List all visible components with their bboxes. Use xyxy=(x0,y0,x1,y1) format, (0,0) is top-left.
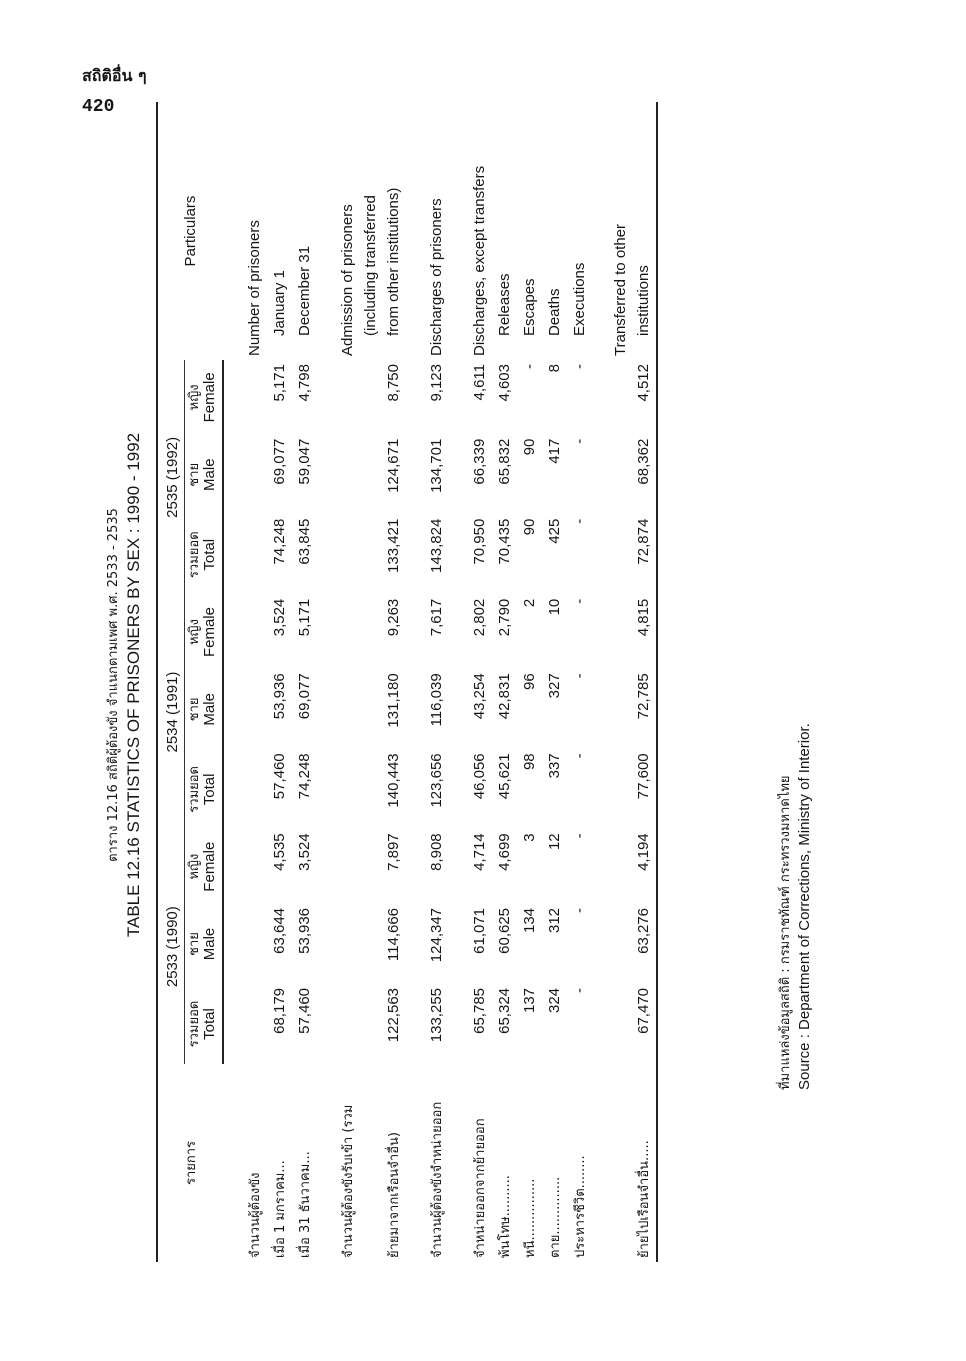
source-english: Source : Department of Corrections, Ministry of Interior. xyxy=(795,723,813,1090)
table-cell: 67,470 xyxy=(631,984,657,1064)
female-label-english: Female xyxy=(201,372,219,423)
row-label-thai xyxy=(360,1064,381,1262)
table-row xyxy=(467,102,492,1262)
table-cell: 327 xyxy=(545,673,563,699)
table-cell: 131,180 xyxy=(384,673,402,728)
table-cell: - xyxy=(570,753,588,759)
female-label-thai: หญิง xyxy=(187,853,202,880)
table-cell: 77,600 xyxy=(631,749,657,829)
table-cell: 425 xyxy=(545,518,563,544)
table-row xyxy=(542,102,567,1262)
table-cell: 53,936 xyxy=(295,907,313,954)
total-label-english: Total xyxy=(201,1008,219,1040)
row-spacer xyxy=(592,102,610,1262)
total-column-header xyxy=(185,749,223,829)
table-cell: 4,603 xyxy=(495,364,513,402)
table-cell xyxy=(335,360,360,435)
row-label-thai: พ้นโทษ.......... xyxy=(497,1175,513,1258)
table-cell: 417 xyxy=(545,438,563,464)
table-cell: 3 xyxy=(520,833,538,842)
table-cell xyxy=(610,595,631,670)
table-cell: 59,047 xyxy=(295,438,313,485)
table-row xyxy=(292,102,317,1262)
table-cell: - xyxy=(570,598,588,604)
table-cell xyxy=(360,435,381,515)
row-label-thai: จำนวนผู้ต้องขัง xyxy=(247,1172,263,1258)
table-cell: 116,039 xyxy=(427,673,445,727)
table-cell: 8,750 xyxy=(384,364,402,402)
table-cell: 69,077 xyxy=(295,673,313,720)
total-column-header xyxy=(185,984,223,1064)
year-header-1990: 2533 (1990) xyxy=(157,829,185,1064)
table-cell xyxy=(335,984,360,1064)
table-cell: 5,171 xyxy=(295,598,313,637)
row-label-english: institutions xyxy=(631,102,657,360)
table-cell: 69,077 xyxy=(270,438,288,485)
table-cell xyxy=(360,595,381,670)
female-label-thai: หญิง xyxy=(187,619,202,646)
rotated-table-sheet xyxy=(84,80,884,1290)
row-label-english: January 1 xyxy=(270,270,288,336)
table-cell: - xyxy=(570,364,588,369)
table-cell: 70,435 xyxy=(495,518,513,565)
table-cell: - xyxy=(570,518,588,524)
table-cell xyxy=(360,360,381,435)
table-cell xyxy=(242,984,267,1064)
table-cell: 61,071 xyxy=(470,907,488,954)
female-label-english: Female xyxy=(201,607,219,658)
male-label-english: Male xyxy=(201,927,219,961)
row-label-english: Discharges of prisoners xyxy=(427,198,445,356)
table-cell: 8,908 xyxy=(427,833,445,871)
row-label-english: Releases xyxy=(495,273,513,336)
table-cell: 74,248 xyxy=(295,753,313,800)
table-cell xyxy=(335,595,360,670)
table-cell: 65,832 xyxy=(495,438,513,485)
table-cell: 57,460 xyxy=(270,753,288,800)
table-cell xyxy=(335,749,360,829)
table-cell: 2,790 xyxy=(495,598,513,637)
male-column-header xyxy=(185,669,223,749)
table-cell: 4,611 xyxy=(470,364,488,401)
table-cell: 60,625 xyxy=(495,907,513,954)
table-cell: - xyxy=(570,907,588,913)
table-cell xyxy=(610,669,631,749)
table-row xyxy=(381,102,406,1262)
table-cell: 4,714 xyxy=(470,833,488,871)
table-title-thai: ตาราง 12.16 สถิติผู้ต้องขัง จำแนกตามเพศ พ.ศ. 2533 - 2535 xyxy=(106,508,121,862)
row-label-thai: จำหน่ายออกจากย้ายออก xyxy=(472,1118,488,1258)
table-cell xyxy=(242,515,267,595)
row-label-thai: ย้ายมาจากเรือนจำอื่น) xyxy=(386,1132,402,1258)
table-row xyxy=(335,102,360,1262)
row-label-english: Number of prisoners xyxy=(245,220,263,356)
table-cell: 337 xyxy=(545,753,563,779)
table-cell: 124,671 xyxy=(384,438,402,493)
table-cell xyxy=(335,904,360,984)
table-cell: 122,563 xyxy=(384,987,402,1043)
row-label-english: Transferred to other xyxy=(611,223,629,356)
row-spacer xyxy=(449,102,467,1262)
row-label-thai: ย้ายไปเรือนจำอื่น..... xyxy=(631,1064,657,1262)
table-cell: 4,815 xyxy=(631,595,657,670)
source-thai: ที่มาแหล่งข้อมูลสถิติ : กรมราชทัณฑ์ กระทรวงมหาดไทย xyxy=(778,775,793,1090)
row-label-thai: ตาย.............. xyxy=(547,1176,563,1258)
table-cell: 66,339 xyxy=(470,438,488,485)
row-label-english: from other institutions) xyxy=(384,187,402,336)
source-note xyxy=(778,723,814,1090)
table-cell: 134,701 xyxy=(427,438,445,493)
table-cell: 70,950 xyxy=(470,518,488,565)
male-label-english: Male xyxy=(201,693,219,726)
female-column-header xyxy=(185,595,223,670)
table-cell: 8 xyxy=(545,364,563,373)
row-label-thai: จำนวนผู้ต้องขังจำหน่ายออก xyxy=(429,1101,445,1258)
table-cell: 65,785 xyxy=(470,987,488,1034)
table-row xyxy=(242,102,267,1262)
table-row xyxy=(631,102,657,1262)
table-cell: 68,179 xyxy=(270,987,288,1034)
table-cell: 7,617 xyxy=(427,598,445,637)
female-column-header xyxy=(185,360,223,435)
table-cell: 68,362 xyxy=(631,435,657,515)
total-label-thai: รวมยอด xyxy=(187,1000,202,1048)
table-cell xyxy=(610,435,631,515)
table-cell: 143,824 xyxy=(427,518,445,573)
table-cell: - xyxy=(570,833,588,839)
row-label-thai xyxy=(610,1064,631,1262)
table-cell xyxy=(610,984,631,1064)
particulars-column-header: Particulars xyxy=(157,102,223,360)
table-row xyxy=(424,102,449,1262)
table-cell: 2 xyxy=(520,598,538,608)
table-cell: 42,831 xyxy=(495,673,513,720)
table-cell: 12 xyxy=(545,833,563,851)
table-cell: 90 xyxy=(520,518,538,536)
table-cell: 123,656 xyxy=(427,753,445,808)
table-cell xyxy=(335,669,360,749)
row-label-english: Executions xyxy=(570,262,588,336)
year-header-1992: 2535 (1992) xyxy=(157,360,185,595)
table-cell xyxy=(610,515,631,595)
table-cell: - xyxy=(570,673,588,679)
table-cell: 4,194 xyxy=(631,829,657,904)
row-spacer xyxy=(317,102,335,1262)
page-number: 420 xyxy=(82,97,115,117)
table-cell xyxy=(242,829,267,904)
year-header-1991: 2534 (1991) xyxy=(157,595,185,830)
row-label-english: Discharges, except transfers xyxy=(470,165,488,356)
table-cell: 3,524 xyxy=(295,833,313,871)
female-label-english: Female xyxy=(201,841,219,892)
table-cell: 72,874 xyxy=(631,515,657,595)
item-column-header: รายการ xyxy=(157,1064,223,1262)
table-cell xyxy=(360,904,381,984)
table-cell: 57,460 xyxy=(295,987,313,1034)
total-label-thai: รวมยอด xyxy=(187,766,202,813)
table-cell xyxy=(335,829,360,904)
table-cell xyxy=(242,595,267,670)
row-label-thai: จำนวนผู้ต้องขังรับเข้า (รวม xyxy=(340,1104,356,1258)
table-cell: 137 xyxy=(520,987,538,1014)
row-label-english: Escapes xyxy=(520,278,538,336)
row-spacer xyxy=(223,102,242,1262)
row-label-english: Admission of prisoners xyxy=(338,204,356,356)
table-cell xyxy=(242,360,267,435)
table-cell xyxy=(610,904,631,984)
table-row xyxy=(360,102,381,1262)
table-cell xyxy=(360,669,381,749)
table-row xyxy=(517,102,542,1262)
male-column-header xyxy=(185,904,223,984)
table-cell: 9,123 xyxy=(427,364,445,402)
male-label-thai: ชาย xyxy=(187,932,202,956)
male-label-thai: ชาย xyxy=(187,697,202,722)
table-cell: 133,421 xyxy=(384,518,402,573)
table-cell xyxy=(242,749,267,829)
row-label-thai: เมื่อ 31 ธันวาคม... xyxy=(297,1151,313,1258)
total-column-header xyxy=(185,515,223,595)
table-cell: 4,699 xyxy=(495,833,513,871)
table-cell: 4,512 xyxy=(631,360,657,435)
table-cell: - xyxy=(570,987,588,993)
table-cell: 7,897 xyxy=(384,833,402,871)
table-cell: 74,248 xyxy=(270,518,288,565)
table-row xyxy=(610,102,631,1262)
table-cell: 114,666 xyxy=(384,907,402,962)
table-cell: - xyxy=(570,438,588,444)
row-label-thai: หนี............... xyxy=(522,1178,538,1258)
table-body xyxy=(223,102,657,1262)
table-cell: 43,254 xyxy=(470,673,488,720)
table-row xyxy=(492,102,517,1262)
table-cell: 90 xyxy=(520,438,538,456)
table-cell xyxy=(360,749,381,829)
table-cell: 134 xyxy=(520,907,538,933)
table-cell xyxy=(610,360,631,435)
table-row xyxy=(567,102,592,1262)
table-cell: 63,644 xyxy=(270,907,288,954)
table-cell xyxy=(610,749,631,829)
table-cell: - xyxy=(520,364,538,369)
male-label-thai: ชาย xyxy=(187,462,202,487)
row-label-thai: เมื่อ 1 มกราคม... xyxy=(272,1160,288,1258)
total-label-english: Total xyxy=(201,773,219,806)
table-cell: 63,845 xyxy=(295,518,313,565)
table-cell: 45,621 xyxy=(495,753,513,800)
female-label-thai: หญิง xyxy=(187,384,202,411)
row-label-english: December 31 xyxy=(295,245,313,336)
table-title-english: TABLE 12.16 STATISTICS OF PRISONERS BY SEX : 1990 - 1992 xyxy=(123,432,143,938)
table-cell: 4,798 xyxy=(295,364,313,402)
table-cell: 98 xyxy=(520,753,538,771)
table-cell: 63,276 xyxy=(631,904,657,984)
table-cell xyxy=(360,515,381,595)
male-column-header xyxy=(185,435,223,515)
table-cell: 72,785 xyxy=(631,669,657,749)
table-cell: 46,056 xyxy=(470,753,488,800)
table-cell: 312 xyxy=(545,907,563,933)
table-cell: 133,255 xyxy=(427,987,445,1043)
row-label-thai: ประหารชีวิต........ xyxy=(572,1155,588,1258)
table-cell: 5,171 xyxy=(270,364,288,402)
table-cell: 140,443 xyxy=(384,753,402,808)
female-column-header xyxy=(185,829,223,904)
table-cell xyxy=(360,829,381,904)
table-row xyxy=(267,102,292,1262)
table-cell xyxy=(610,829,631,904)
table-cell xyxy=(335,435,360,515)
table-cell xyxy=(242,435,267,515)
table-cell: 53,936 xyxy=(270,673,288,720)
section-label: สถิติอื่น ๆ xyxy=(82,66,147,85)
table-title xyxy=(106,80,145,1290)
row-label-english: Deaths xyxy=(545,288,563,336)
table-cell xyxy=(335,515,360,595)
table-cell: 3,524 xyxy=(270,598,288,637)
row-spacer xyxy=(406,102,424,1262)
table-cell: 10 xyxy=(545,598,563,616)
table-cell: 324 xyxy=(545,987,563,1014)
prisoner-statistics-table xyxy=(156,102,658,1262)
table-cell: 65,324 xyxy=(495,987,513,1034)
table-cell: 96 xyxy=(520,673,538,691)
table-cell: 124,347 xyxy=(427,907,445,963)
table-cell: 2,802 xyxy=(470,598,488,637)
table-cell: 9,263 xyxy=(384,598,402,637)
table-cell: 4,535 xyxy=(270,833,288,871)
table-cell xyxy=(360,984,381,1064)
total-label-thai: รวมยอด xyxy=(187,531,202,579)
table-cell xyxy=(242,669,267,749)
total-label-english: Total xyxy=(201,538,219,571)
table-cell xyxy=(242,904,267,984)
male-label-english: Male xyxy=(201,458,219,491)
row-label-english: (including transferred xyxy=(361,195,379,336)
